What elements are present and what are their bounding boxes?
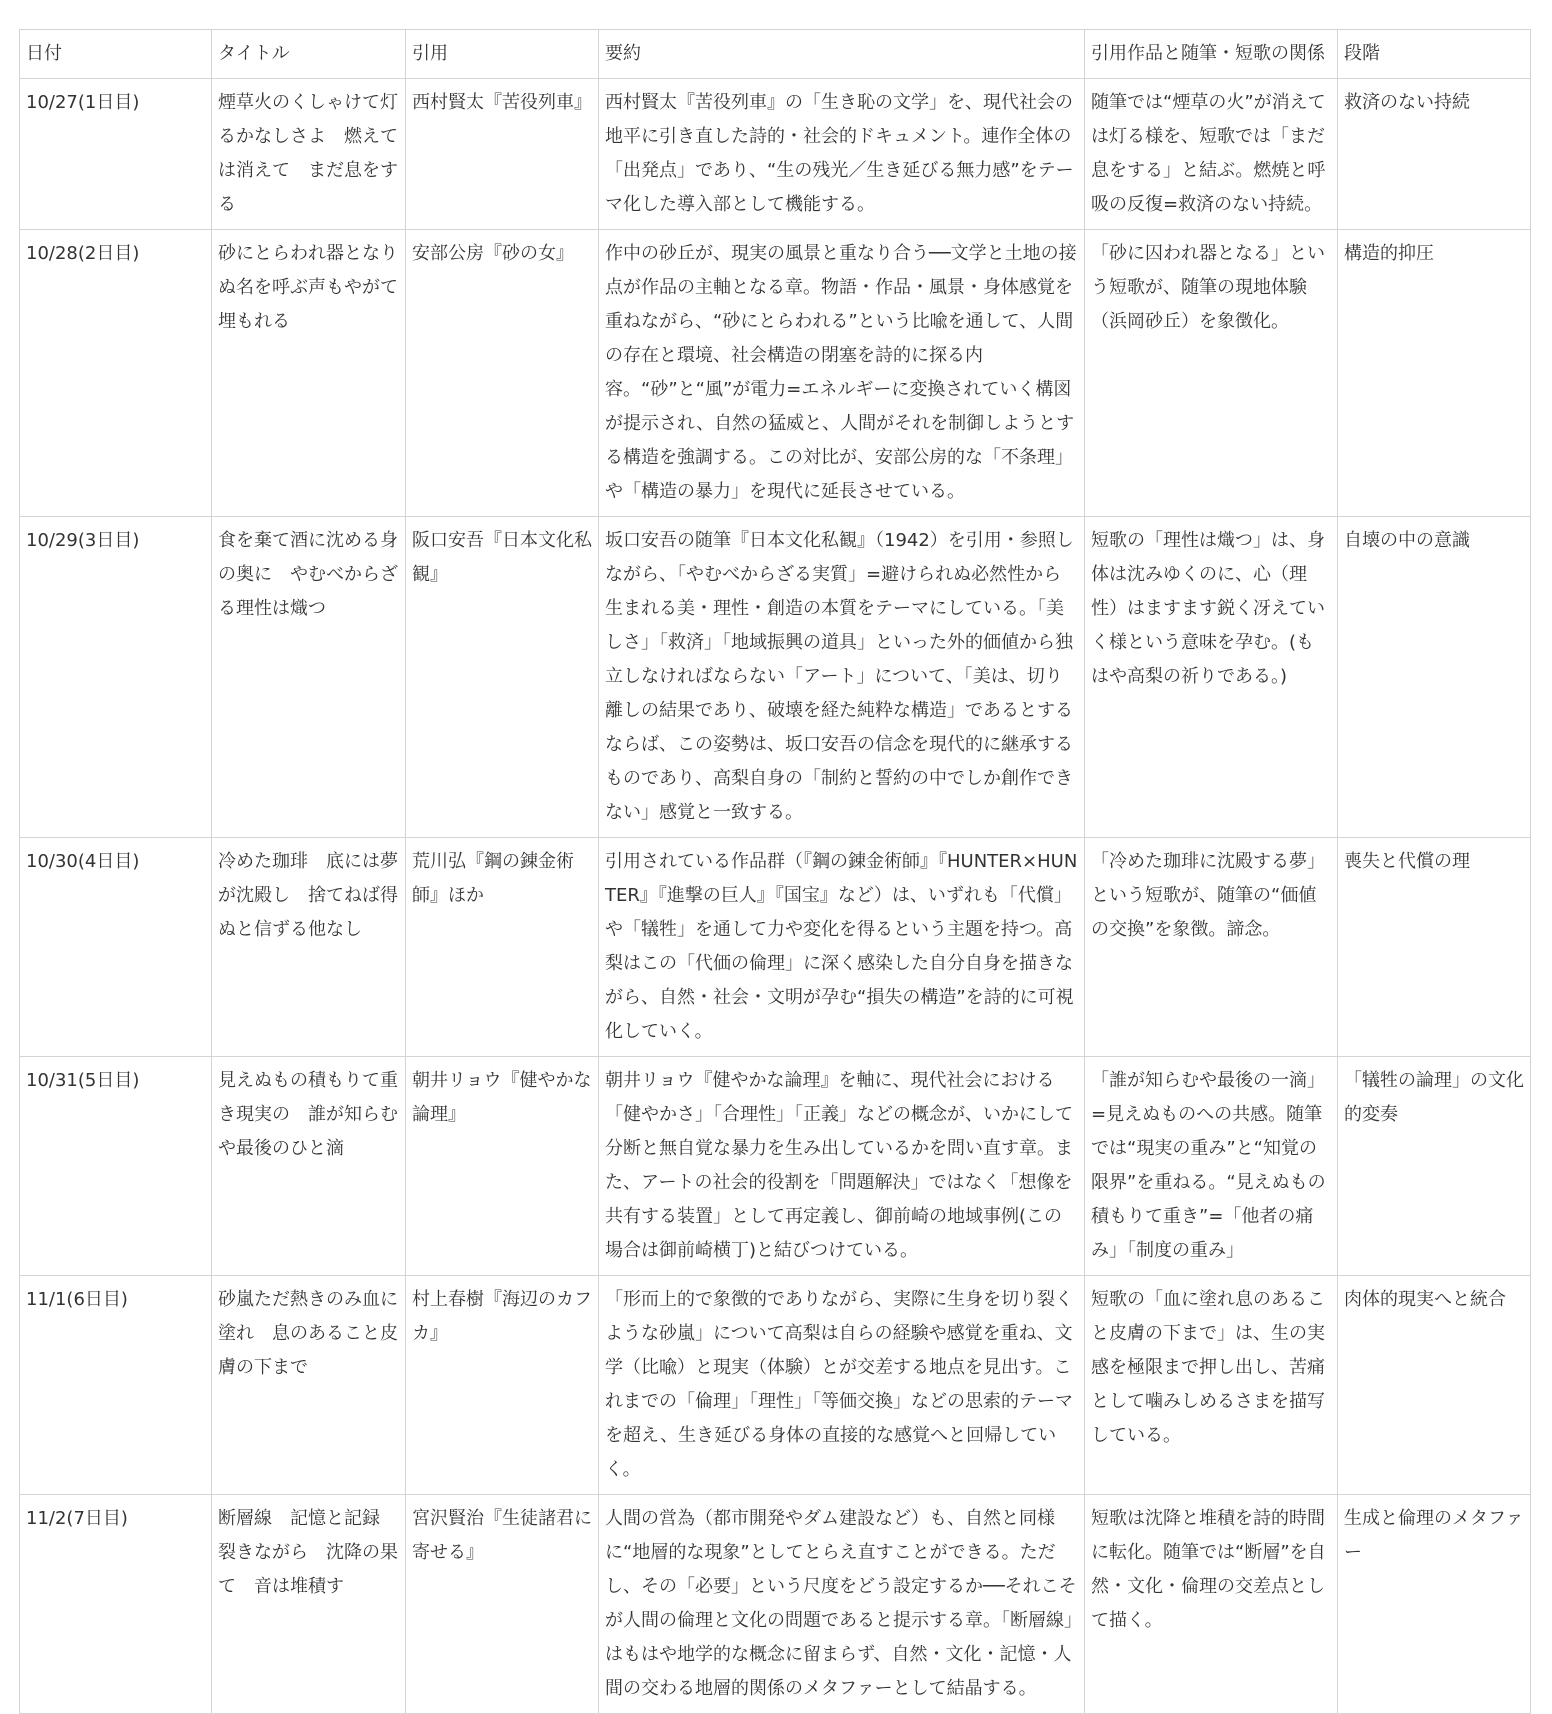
cell-stage: 喪失と代償の理: [1338, 838, 1531, 1057]
cell-date: 10/31(5日目): [20, 1057, 212, 1276]
cell-title: 砂嵐ただ熱きのみ血に塗れ 息のあること皮膚の下まで: [212, 1276, 406, 1495]
header-title: タイトル: [212, 30, 406, 79]
cell-summary: 作中の砂丘が、現実の風景と重なり合う──文学と土地の接点が作品の主軸となる章。物語・作品・風景・身体感覚を重ねながら、“砂にとらわれる”という比喩を通して、人間の存在と環境、社会構造の閉塞を詩的に探る内容。“砂”と“風”が電力=エネルギーに変換されていく構図が提示され、自然の猛威と、人間がそれを制御しようとする構造を強調する。この対比が、安部公房的な「不条理」や「構造の暴力」を現代に延長させている。: [599, 230, 1085, 517]
cell-summary: 坂口安吾の随筆『日本文化私観』（1942）を引用・参照しながら、「やむべからざる実質」=避けられぬ必然性から生まれる美・理性・創造の本質をテーマにしている。「美しさ」「救済」「地域振興の道具」といった外的価値から独立しなければならない「アート」について、「美は、切り離しの結果であり、破壊を経た純粋な構造」であるとするならば、この姿勢は、坂口安吾の信念を現代的に継承するものであり、高梨自身の「制約と誓約の中でしか創作できない」感覚と一致する。: [599, 517, 1085, 838]
table-row: [20, 1276, 1531, 1495]
cell-date: 10/29(3日目): [20, 517, 212, 838]
cell-title: 見えぬもの積もりて重き現実の 誰が知らむや最後のひと滴: [212, 1057, 406, 1276]
cell-title: 砂にとらわれ器となりぬ名を呼ぶ声もやがて埋もれる: [212, 230, 406, 517]
table-container: [19, 29, 1530, 1714]
header-row: [20, 30, 1531, 79]
essay-table: [19, 29, 1531, 1714]
header-citation: 引用: [406, 30, 599, 79]
cell-citation: 安部公房『砂の女』: [406, 230, 599, 517]
cell-stage: 自壊の中の意識: [1338, 517, 1531, 838]
cell-title: 断層線 記憶と記録 裂きながら 沈降の果て 音は堆積す: [212, 1495, 406, 1714]
cell-citation: 朝井リョウ『健やかな論理』: [406, 1057, 599, 1276]
cell-summary: 西村賢太『苦役列車』の「生き恥の文学」を、現代社会の地平に引き直した詩的・社会的ドキュメント。連作全体の「出発点」であり、“生の残光／生き延びる無力感”をテーマ化した導入部として機能する。: [599, 79, 1085, 230]
cell-stage: 構造的抑圧: [1338, 230, 1531, 517]
header-date: 日付: [20, 30, 212, 79]
cell-relation: 随筆では“煙草の火”が消えては灯る様を、短歌では「まだ息をする」と結ぶ。燃焼と呼吸の反復=救済のない持続。: [1085, 79, 1338, 230]
cell-title: 煙草火のくしゃけて灯るかなしさよ 燃えては消えて まだ息をする: [212, 79, 406, 230]
cell-title: 冷めた珈琲 底には夢が沈殿し 捨てねば得ぬと信ずる他なし: [212, 838, 406, 1057]
cell-stage: 救済のない持続: [1338, 79, 1531, 230]
table-row: [20, 838, 1531, 1057]
table-row: [20, 1057, 1531, 1276]
cell-date: 10/27(1日目): [20, 79, 212, 230]
cell-stage: 生成と倫理のメタファー: [1338, 1495, 1531, 1714]
cell-summary: 人間の営為（都市開発やダム建設など）も、自然と同様に“地層的な現象”としてとらえ直すことができる。ただし、その「必要」という尺度をどう設定するか──それこそが人間の倫理と文化の問題であると提示する章。「断層線」はもはや地学的な概念に留まらず、自然・文化・記憶・人間の交わる地層的関係のメタファーとして結晶する。: [599, 1495, 1085, 1714]
table-row: [20, 1495, 1531, 1714]
cell-stage: 「犠牲の論理」の文化的変奏: [1338, 1057, 1531, 1276]
cell-summary: 「形而上的で象徴的でありながら、実際に生身を切り裂くような砂嵐」について高梨は自らの経験や感覚を重ね、文学（比喩）と現実（体験）とが交差する地点を見出す。これまでの「倫理」「理性」「等価交換」などの思索的テーマを超え、生き延びる身体の直接的な感覚へと回帰していく。: [599, 1276, 1085, 1495]
cell-relation: 「誰が知らむや最後の一滴」=見えぬものへの共感。随筆では“現実の重み”と“知覚の限界”を重ねる。“見えぬもの積もりて重き”=「他者の痛み」「制度の重み」: [1085, 1057, 1338, 1276]
table-row: [20, 230, 1531, 517]
cell-relation: 短歌の「理性は熾つ」は、身体は沈みゆくのに、心（理性）はますます鋭く冴えていく様という意味を孕む。(もはや高梨の祈りである。): [1085, 517, 1338, 838]
cell-relation: 「砂に囚われ器となる」という短歌が、随筆の現地体験（浜岡砂丘）を象徴化。: [1085, 230, 1338, 517]
cell-citation: 荒川弘『鋼の錬金術師』ほか: [406, 838, 599, 1057]
header-relation: 引用作品と随筆・短歌の関係: [1085, 30, 1338, 79]
header-stage: 段階: [1338, 30, 1531, 79]
cell-relation: 短歌の「血に塗れ息のあること皮膚の下まで」は、生の実感を極限まで押し出し、苦痛として噛みしめるさまを描写している。: [1085, 1276, 1338, 1495]
cell-summary: 引用されている作品群（『鋼の錬金術師』『HUNTER×HUNTER』『進撃の巨人』『国宝』など）は、いずれも「代償」や「犠牲」を通して力や変化を得るという主題を持つ。高梨はこの「代価の倫理」に深く感染した自分自身を描きながら、自然・社会・文明が孕む“損失の構造”を詩的に可視化していく。: [599, 838, 1085, 1057]
cell-summary: 朝井リョウ『健やかな論理』を軸に、現代社会における「健やかさ」「合理性」「正義」などの概念が、いかにして分断と無自覚な暴力を生み出しているかを問い直す章。また、アートの社会的役割を「問題解決」ではなく「想像を共有する装置」として再定義し、御前崎の地域事例(この場合は御前崎横丁)と結びつけている。: [599, 1057, 1085, 1276]
cell-relation: 「冷めた珈琲に沈殿する夢」という短歌が、随筆の“価値の交換”を象徴。諦念。: [1085, 838, 1338, 1057]
table-row: [20, 517, 1531, 838]
cell-title: 食を棄て酒に沈める身の奥に やむべからざる理性は熾つ: [212, 517, 406, 838]
cell-citation: 阪口安吾『日本文化私観』: [406, 517, 599, 838]
cell-citation: 西村賢太『苦役列車』: [406, 79, 599, 230]
header-summary: 要約: [599, 30, 1085, 79]
table-row: [20, 79, 1531, 230]
cell-citation: 宮沢賢治『生徒諸君に寄せる』: [406, 1495, 599, 1714]
cell-stage: 肉体的現実へと統合: [1338, 1276, 1531, 1495]
cell-relation: 短歌は沈降と堆積を詩的時間に転化。随筆では“断層”を自然・文化・倫理の交差点として描く。: [1085, 1495, 1338, 1714]
cell-date: 11/1(6日目): [20, 1276, 212, 1495]
cell-date: 10/28(2日目): [20, 230, 212, 517]
cell-citation: 村上春樹『海辺のカフカ』: [406, 1276, 599, 1495]
cell-date: 11/2(7日目): [20, 1495, 212, 1714]
cell-date: 10/30(4日目): [20, 838, 212, 1057]
